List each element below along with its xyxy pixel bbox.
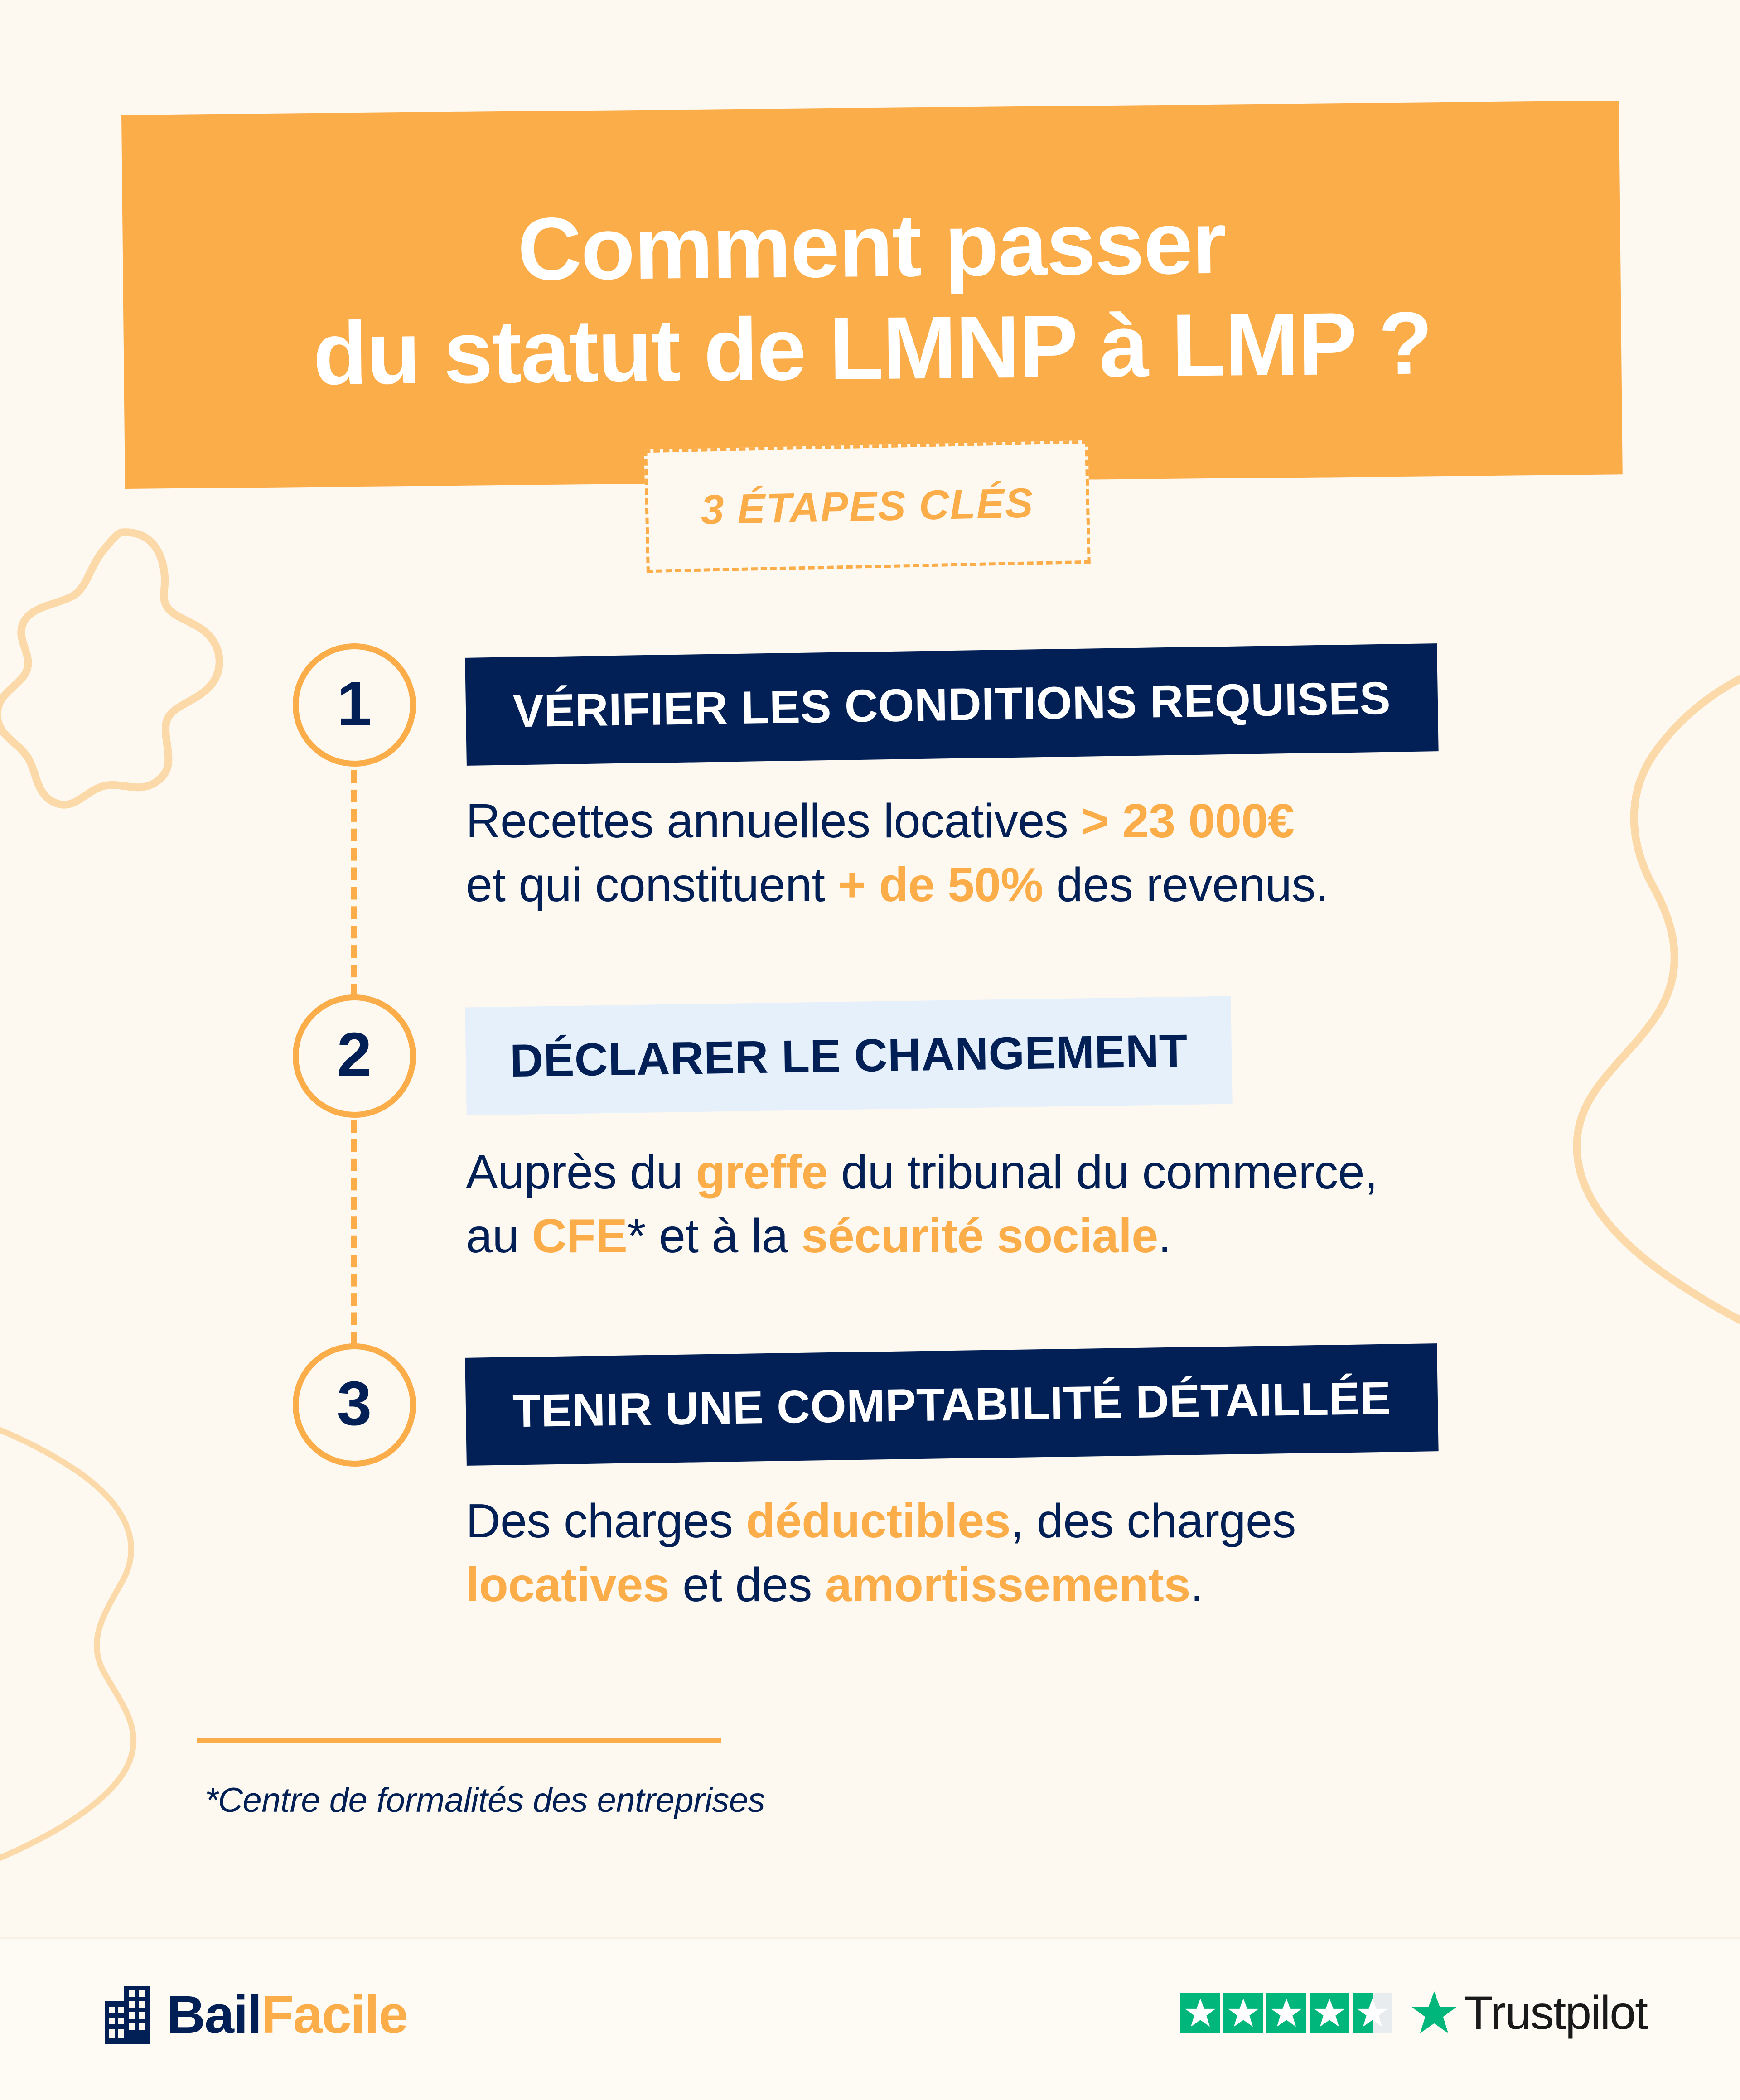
logo-word-facile: Facile <box>261 1985 407 2045</box>
trustpilot-brand <box>1411 1989 1647 2037</box>
trustpilot-rating[interactable] <box>1180 1989 1647 2037</box>
trustpilot-star-box <box>1353 1993 1392 2033</box>
step-1-number-circle <box>293 643 416 767</box>
step-2-body: Auprès du greffe du tribunal du commerce, au CFE* et à la sécurité sociale. <box>466 1145 1378 1263</box>
trustpilot-star-box <box>1223 1993 1263 2033</box>
trustpilot-stars <box>1180 1993 1392 2033</box>
right-blob-decoration <box>1441 612 1740 1509</box>
logo-word-bail: Bail <box>167 1985 261 2045</box>
step-3-number: 3 <box>337 1369 372 1439</box>
step-2-number-circle <box>293 994 416 1118</box>
step-3-body: Des charges déductibles, des charges locatives et des amortissements. <box>466 1494 1296 1612</box>
footnote-divider <box>197 1738 721 1743</box>
step-connector-2-3 <box>351 1120 357 1344</box>
trustpilot-star-icon <box>1411 1989 1458 2037</box>
bottom-left-blob-decoration <box>0 1305 245 1930</box>
bailfacile-wordmark <box>167 1985 407 2045</box>
trustpilot-label: Trustpilot <box>1464 1987 1647 2039</box>
title-text-block <box>121 101 1623 489</box>
trustpilot-star-box <box>1266 1993 1306 2033</box>
step-1-body: Recettes annuelles locatives > 23 000€ et qui constituent + de 50% des revenus. <box>466 794 1329 912</box>
flower-blob-decoration <box>0 512 240 829</box>
steps-count-badge <box>644 440 1090 573</box>
step-1-heading: VÉRIFIER LES CONDITIONS REQUISES <box>512 672 1391 737</box>
footer-bar <box>0 1937 1740 2100</box>
step-3-heading-banner <box>465 1343 1438 1466</box>
title-banner <box>121 101 1623 489</box>
badge-label: 3 ÉTAPES CLÉS <box>700 479 1034 533</box>
footnote-text: *Centre de formalités des entreprises <box>205 1781 765 1820</box>
trustpilot-star-box <box>1180 1993 1220 2033</box>
title-line-1: Comment passer <box>517 193 1226 299</box>
bailfacile-logo[interactable] <box>105 1986 407 2044</box>
building-icon <box>105 1986 159 2044</box>
title-line-2: du statut de LMNP à LMP ? <box>312 293 1433 403</box>
step-2-heading: DÉCLARER LE CHANGEMENT <box>509 1024 1188 1087</box>
step-connector-1-2 <box>351 770 357 997</box>
trustpilot-star-box <box>1310 1993 1349 2033</box>
step-3-number-circle <box>293 1343 416 1467</box>
step-1-heading-banner <box>465 643 1438 766</box>
step-2-heading-banner <box>465 996 1232 1115</box>
step-2-number: 2 <box>337 1020 372 1090</box>
step-1-number: 1 <box>337 669 372 739</box>
step-3-heading: TENIR UNE COMPTABILITÉ DÉTAILLÉE <box>512 1372 1392 1437</box>
